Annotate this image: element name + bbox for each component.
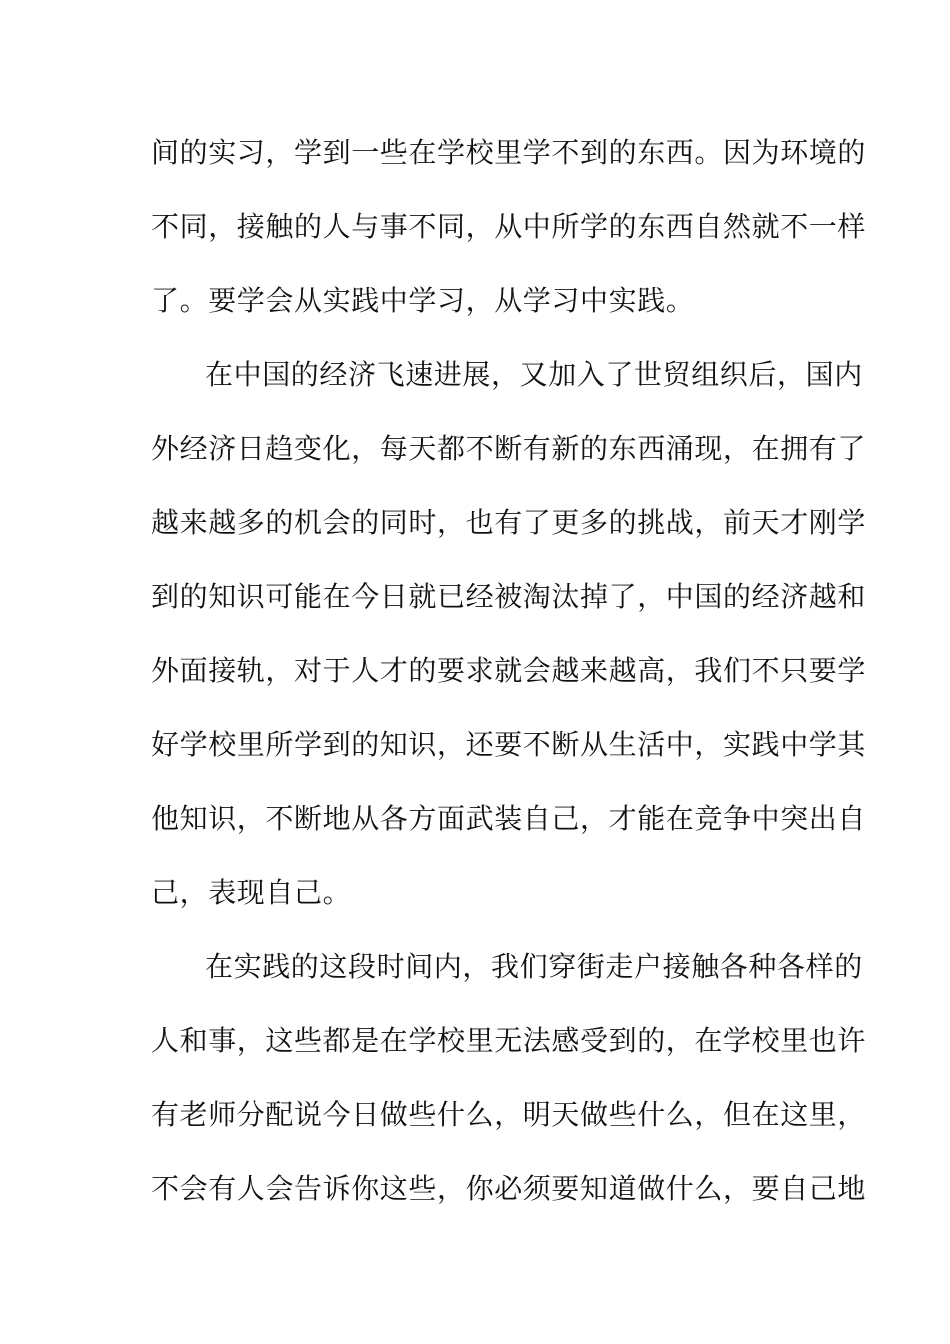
text-line: 有老师分配说今日做些什么，明天做些什么，但在这里，: [151, 1098, 867, 1131]
text-line: 不同，接触的人与事不同，从中所学的东西自然就不一样: [151, 210, 867, 243]
text-line: 越来越多的机会的同时，也有了更多的挑战，前天才刚学: [151, 506, 867, 539]
text-line: 好学校里所学到的知识，还要不断从生活中，实践中学其: [151, 728, 867, 761]
text-line: 不会有人会告诉你这些，你必须要知道做什么，要自己地: [151, 1172, 867, 1205]
paragraph-start-line: 在实践的这段时间内，我们穿街走户接触各种各样的: [205, 950, 863, 983]
text-line: 人和事，这些都是在学校里无法感受到的，在学校里也许: [151, 1024, 867, 1057]
paragraph-start-line: 在中国的经济飞速进展，又加入了世贸组织后，国内: [205, 358, 863, 391]
text-line: 间的实习，学到一些在学校里学不到的东西。因为环境的: [151, 136, 867, 169]
text-line: 外面接轨，对于人才的要求就会越来越高，我们不只要学: [151, 654, 867, 687]
text-line: 外经济日趋变化，每天都不断有新的东西涌现，在拥有了: [151, 432, 867, 465]
text-line: 他知识，不断地从各方面武装自己，才能在竞争中突出自: [151, 802, 867, 835]
text-line: 到的知识可能在今日就已经被淘汰掉了，中国的经济越和: [151, 580, 867, 613]
text-line: 己，表现自己。: [151, 876, 352, 909]
body-text: [151, 128, 867, 1238]
text-line: 了。要学会从实践中学习，从学习中实践。: [151, 284, 695, 317]
